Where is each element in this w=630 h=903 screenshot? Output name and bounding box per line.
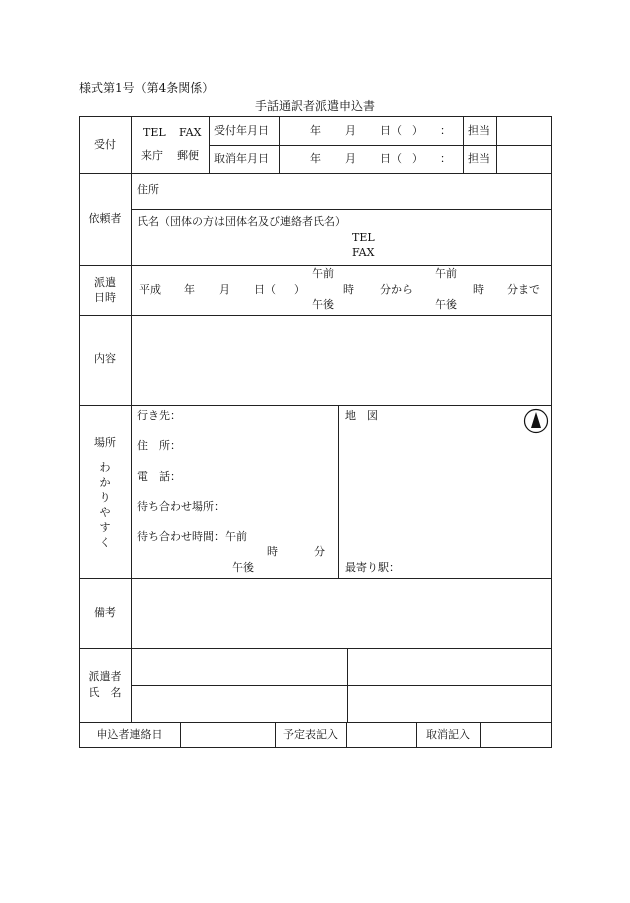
meeting-hour-unit: 時 [267, 545, 278, 558]
cancelled-day-unit: 日（ [380, 152, 402, 165]
received-date-label: 受付年月日 [214, 124, 269, 137]
dispatch-until: 分まで [507, 283, 540, 296]
dispatch-start-am[interactable]: 午前 [312, 267, 334, 280]
place-hint-char: か [99, 476, 111, 489]
place-phone-label: 電 話： [137, 470, 181, 483]
dispatch-from: 分から [380, 283, 413, 296]
received-staff-label: 担当 [468, 124, 490, 137]
place-hint-char: や [99, 506, 111, 519]
requester-fax-label: FAX [352, 246, 375, 259]
reception-label: 受付 [94, 138, 116, 151]
meeting-place-field[interactable] [232, 498, 336, 518]
contact-date-field[interactable] [182, 724, 273, 745]
meeting-minute-unit: 分 [314, 545, 325, 558]
place-hint-char: わ [99, 461, 111, 474]
schedule-entry-label: 予定表記入 [283, 728, 338, 741]
interpreter-name-field-1[interactable] [133, 650, 345, 683]
cancelled-year-unit: 年 [310, 152, 321, 165]
requester-name-label: 氏名（団体の方は団体名及び連絡者氏名） [137, 215, 346, 228]
nearest-station-label: 最寄り駅： [345, 561, 400, 574]
requester-address-field[interactable] [180, 176, 548, 206]
form-number: 様式第1号（第4条関係） [79, 81, 215, 95]
north-arrow-icon [523, 408, 549, 436]
destination-label: 行き先： [137, 409, 181, 422]
map-label: 地 図 [345, 409, 378, 422]
place-address-label: 住 所： [137, 439, 181, 452]
place-hint-char: く [99, 536, 111, 549]
interpreter-name-field-2[interactable] [349, 650, 549, 683]
reception-tel-option[interactable]: TEL [143, 126, 166, 139]
dispatch-end-hour-unit: 時 [473, 283, 484, 296]
dispatch-end-am[interactable]: 午前 [435, 267, 457, 280]
cancel-entry-label: 取消記入 [426, 728, 470, 741]
dispatch-start-hour-unit: 時 [343, 283, 354, 296]
received-day-close: ） [412, 124, 423, 137]
dispatch-label-line2: 日時 [94, 291, 116, 304]
requester-tel-label: TEL [352, 231, 375, 244]
requester-label: 依頼者 [88, 212, 122, 225]
contact-date-label: 申込者連絡日 [96, 728, 163, 741]
place-address-field[interactable] [185, 437, 335, 457]
cancelled-colon: ： [440, 152, 451, 165]
reception-mail-option[interactable]: 郵便 [177, 149, 199, 162]
content-label: 内容 [94, 352, 116, 365]
cancelled-day-close: ） [412, 152, 423, 165]
dispatch-end-pm[interactable]: 午後 [435, 298, 457, 311]
cancelled-staff-label: 担当 [468, 152, 490, 165]
interpreter-name-field-3[interactable] [133, 687, 345, 720]
received-colon: ： [440, 124, 451, 137]
place-phone-field[interactable] [185, 468, 335, 488]
dispatch-start-pm[interactable]: 午後 [312, 298, 334, 311]
cancel-entry-field[interactable] [482, 724, 549, 745]
dispatch-era: 平成 [139, 283, 161, 296]
cancelled-date-label: 取消年月日 [214, 152, 269, 165]
dispatch-month-unit: 月 [219, 283, 230, 296]
place-hint-char: す [99, 521, 111, 534]
interpreter-label-line2: 氏 名 [88, 686, 122, 699]
dispatch-label-line1: 派遣 [94, 276, 116, 289]
meeting-time-label-am: 待ち合わせ時間：午前 [137, 530, 247, 543]
reception-fax-option[interactable]: FAX [179, 126, 202, 139]
destination-field[interactable] [185, 407, 335, 427]
remarks-field[interactable] [133, 580, 550, 646]
cancelled-staff-field[interactable] [497, 146, 551, 172]
dispatch-day-close: ） [294, 283, 305, 296]
requester-name-field[interactable] [137, 230, 337, 262]
received-year-unit: 年 [310, 124, 321, 137]
dispatch-day-unit: 日（ [254, 283, 276, 296]
remarks-label: 備考 [94, 606, 116, 619]
dispatch-year-unit: 年 [184, 283, 195, 296]
cancelled-month-unit: 月 [345, 152, 356, 165]
form-title: 手話通訳者派遣申込書 [254, 99, 375, 113]
received-month-unit: 月 [345, 124, 356, 137]
meeting-time-pm[interactable]: 午後 [232, 561, 254, 574]
interpreter-label-line1: 派遣者 [88, 670, 122, 683]
schedule-entry-field[interactable] [348, 724, 414, 745]
place-label: 場所 [94, 436, 116, 449]
meeting-place-label: 待ち合わせ場所： [137, 500, 225, 513]
nearest-station-field[interactable] [402, 558, 548, 576]
received-day-unit: 日（ [380, 124, 402, 137]
map-area[interactable] [341, 428, 549, 556]
content-field[interactable] [133, 317, 550, 403]
place-hint-char: り [99, 491, 111, 504]
requester-address-label: 住所 [137, 183, 159, 196]
interpreter-name-field-4[interactable] [349, 687, 549, 720]
reception-visit-option[interactable]: 来庁 [141, 149, 163, 162]
received-staff-field[interactable] [497, 117, 551, 144]
